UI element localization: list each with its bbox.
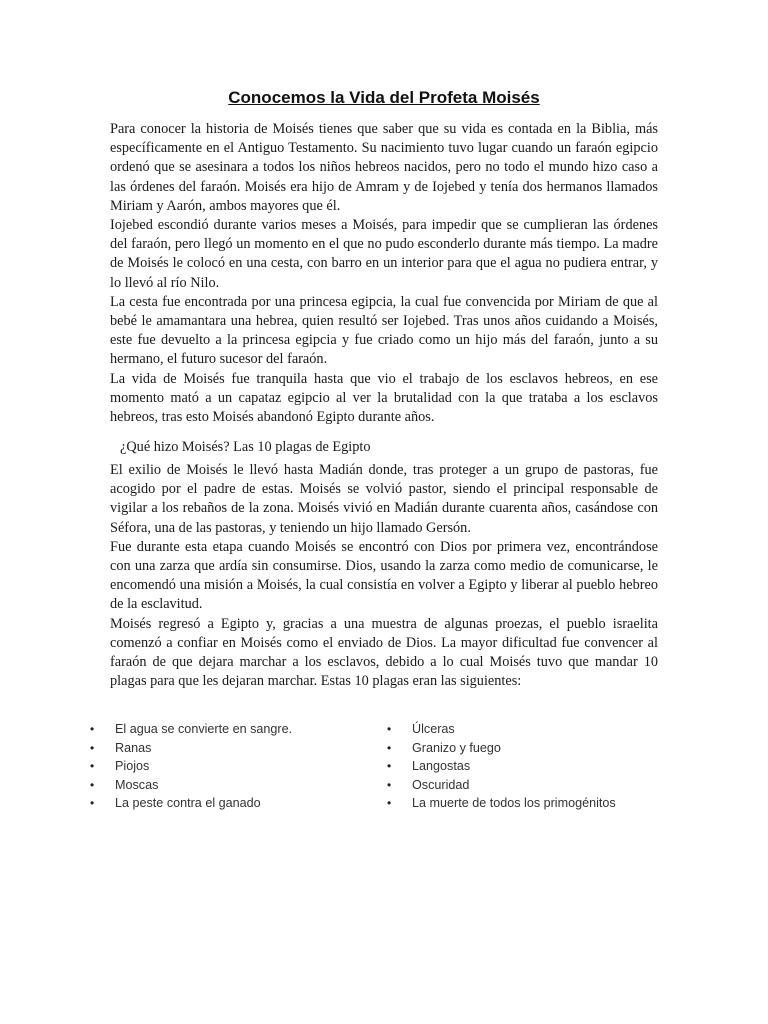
plague-list-right — [387, 720, 616, 813]
list-item: • Úlceras — [387, 720, 616, 739]
list-item: • La muerte de todos los primogénitos — [387, 794, 616, 813]
paragraph: Iojebed escondió durante varios meses a Moisés, para impedir que se cumplieran las órdenes del faraón, pero llegó un momento en el que no pudo esconderlo durante más tiempo. La madre de Moisés le colocó en una cesta, con barro en un interior para que el agua no pudiera entrar, y lo llevó al río Nilo. — [110, 217, 658, 291]
list-item: • Ranas — [90, 739, 292, 758]
paragraph: La cesta fue encontrada por una princesa egipcia, la cual fue convencida por Miriam de que al bebé le amamantara una hebrea, quien resultó ser Iojebed. Tras unos años cuidando a Moisés, este fue devuelto a la princesa egipcia y fue criado como un hijo más del faraón, junto a su hermano, el futuro sucesor del faraón. — [110, 293, 658, 368]
list-item: • Oscuridad — [387, 776, 616, 795]
section-plagues — [110, 461, 658, 691]
paragraph: Para conocer la historia de Moisés tienes que saber que su vida es contada en la Biblia, más específicamente en el Antiguo Testamento. Su nacimiento tuvo lugar cuando un faraón egipcio ordenó que se asesinara a todos los niños hebreos nacidos, pero no todo el mundo hizo caso a las órdenes del faraón. Moisés era hijo de Amram y de Iojebed y tenía dos hermanos llamados Miriam y Aarón, ambos mayores que él. — [110, 121, 658, 214]
list-item: • Moscas — [90, 776, 292, 795]
list-item: • El agua se convierte en sangre. — [90, 720, 292, 739]
plague-list-left — [90, 720, 292, 813]
list-item: • La peste contra el ganado — [90, 794, 292, 813]
paragraph: El exilio de Moisés le llevó hasta Madián donde, tras proteger a un grupo de pastoras, fue acogido por el padre de estas. Moisés se volvió pastor, siendo el principal responsable de vigilar a los rebaños de la zona. Moisés vivió en Madián durante cuarenta años, casándose con Séfora, una de las pastoras, y teniendo un hijo llamado Gersón. — [110, 462, 658, 536]
list-item: • Langostas — [387, 757, 616, 776]
page-title: Conocemos la Vida del Profeta Moisés — [228, 88, 540, 107]
list-item: • Granizo y fuego — [387, 739, 616, 758]
paragraph: Fue durante esta etapa cuando Moisés se encontró con Dios por primera vez, encontrándose con una zarza que ardía sin consumirse. Dios, usando la zarza como medio de comunicarse, le encomendó una misión a Moisés, la cual consistía en volver a Egipto y liberar al pueblo hebreo de la esclavitud. — [110, 538, 658, 613]
section-intro — [110, 120, 658, 427]
list-item: • Piojos — [90, 757, 292, 776]
paragraph: Moisés regresó a Egipto y, gracias a una muestra de algunas proezas, el pueblo israelita comenzó a confiar en Moisés como el enviado de Dios. La mayor dificultad fue convencer al faraón de que dejara marchar a los esclavos, debido a lo cual Moisés tuvo que mandar 10 plagas para que les dejaran marchar. Estas 10 plagas eran las siguientes: — [110, 615, 658, 690]
paragraph: La vida de Moisés fue tranquila hasta que vio el trabajo de los esclavos hebreos, en ese momento mató a un capataz egipcio al ver la brutalidad con la que trataba a los esclavos hebreos, tras esto Moisés abandonó Egipto durante años. — [110, 370, 658, 426]
section-subheading: ¿Qué hizo Moisés? Las 10 plagas de Egipto — [120, 439, 371, 455]
